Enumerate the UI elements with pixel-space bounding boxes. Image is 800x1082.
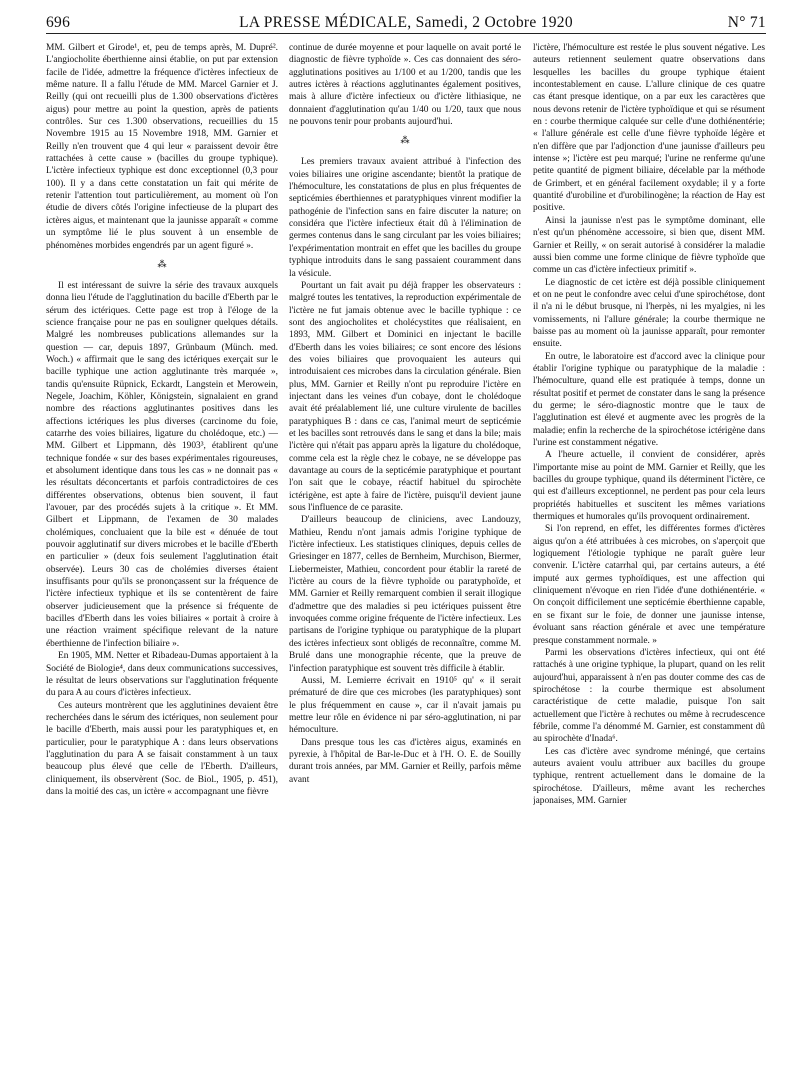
paragraph: En 1905, MM. Netter et Ribadeau-Dumas apportaient à la Société de Biologie⁴, dans deux communications successives, le résultat de leurs observations sur l'agglutination fréquente du para A au cours d'ictères infectieux. [46, 651, 278, 699]
paragraph: D'ailleurs beaucoup de cliniciens, avec Landouzy, Mathieu, Rendu n'ont jamais admis l'origine typhique de l'ictère infectieux. Les statistiques cliniques, depuis celles de Griesinger en 1877, celles de Bernheim, Murchison, Biermer, Liebermeister, Mathieu, concordent pour établir la rareté de l'ictère au cours de la fièvre typhoïde ou paratyphoïde, et MM. Garnier et Reilly remarquent combien il serait illogique d'admettre que des maladies si peu ictériques puissent être invoquées comme origine fréquente de l'ictère infectieux. Les partisans de l'origine typhique ou paratyphique de la plupart des ictères infectieux sont obligés de reconnaître, comme M. Brulé dans une monographie récente, que la preuve de l'infection paratyphique est souvent très difficile à établir. [289, 515, 521, 674]
paragraph: Si l'on reprend, en effet, les différentes formes d'ictères aigus qu'on a été attribuées à ces microbes, on s'aperçoit que logiquement l'étiologie typhique ne paraît guère leur convenir. L'ictère catarrhal qui, par certains auteurs, a été imputé aux germes typhoïdiques, est une affection qui cliniquement n'évoque en rien l'idée d'une dothiénentérie. « On conçoit difficilement une septicémie éberthienne capable, en se fixant sur le foie, de donner une jaunisse intense, évoluant sans réaction générale et avec une température presque constamment normale. » [533, 524, 765, 646]
paragraph: Pourtant un fait avait pu déjà frapper les observateurs : malgré toutes les tentatives, la reproduction expérimentale de l'ictère ne fut jamais obtenue avec le bacille typhique : ce sont des angiocholites et cholécystites que réalisaient, en 1893, MM. Gilbert et Dominici en injectant le bacille d'Eberth dans les voies biliaires; ce sont encore des lésions des voies biliaires que provoquaient les auteurs qui introduisaient ces microbes dans la circulation générale. Bien plus, MM. Garnier et Reilly n'ont pu reproduire l'ictère en injectant dans les veines d'un cobaye, dont le cholédoque avait été préalablement lié, une culture virulente de bacilles paratyphiques B : dans ce cas, l'animal meurt de septicémie et les bacilles sont retrouvés dans le sang et dans la bile; mais l'ictère qui n'était pas apparu après la ligature du cholédoque, comme cela est la règle chez le cobaye, ne se développe pas davantage au cours de la septicémie paratyphique et pourtant l'on sait que le cobaye, réactif habituel du spirochète ictérigène, est apte à faire de l'ictère, puisqu'il devient jaune sous l'influence de ce parasite. [289, 280, 521, 514]
paragraph: A l'heure actuelle, il convient de considérer, après l'importante mise au point de MM. Garnier et Reilly, que les bacilles du groupe typhique, quand ils déterminent l'ictère, ce qui est d'ailleurs exceptionnel, ne perdent pas pour cela leurs propriétés habituelles et suscitent les mêmes variations thermiques et humorales qu'ils provoquent ordinairement. [533, 450, 765, 523]
paragraph: Le diagnostic de cet ictère est déjà possible cliniquement et on ne peut le confondre avec celui d'une spirochétose, dont il n'a ni le début brusque, ni l'herpès, ni les myalgies, ni les vomissements, ni l'allure générale; la courbe thermique ne baisse pas au moment où la jaunisse apparaît, pour remonter ensuite. [533, 277, 765, 350]
issue-number: N° 71 [727, 14, 766, 31]
section-separator: ⁂ [400, 135, 410, 146]
paragraph: continue de durée moyenne et pour laquelle on avait porté le diagnostic de fièvre typhoïde ». Ces cas donnaient des séro-agglutinations positives au 1/100 et au 1/200, tandis que les autres ictères à réactions agglutinantes également positives, mais à allure d'ictère infectieux ou d'ictère lithiasique, ne donnaient d'agglutination qu'au 1/40 ou 1/20, taux que nous ne pouvons tenir pour probants aujourd'hui. [289, 43, 521, 128]
paragraph: Les premiers travaux avaient attribué à l'infection des voies biliaires une origine ascendante; bientôt la pratique de l'hémoculture, les constatations de plus en plus fréquentes de septicémies éberthiennes et paratyphiques vinrent modifier la pathogénie de l'infection sans en faire discuter la nature; on considéra que l'ictère infectieux était dû à l'élimination de germes contenus dans le sang circulant par les voies biliaires; l'expérimentation montrait en effet que les bacilles du groupe typhique introduits dans le sang passaient couramment dans la vésicule. [289, 157, 521, 279]
page-number: 696 [46, 14, 71, 31]
header-rule [46, 33, 766, 34]
column-1 [46, 42, 278, 1076]
paragraph: MM. Gilbert et Girode¹, et, peu de temps après, M. Dupré². L'angiocholite éberthienne ainsi établie, on put par extension facile de l'idée, admettre la fréquence d'ictères infectieux de même nature. Il a fallu l'étude de MM. Marcel Garnier et J. Reilly (qui ont recueilli plus de 1.300 observations d'ictères aigus) pour mettre au point la question, après de patients contrôles. Sur ces 1.300 observations, recueillies du 15 Novembre 1915 au 15 Novembre 1918, MM. Garnier et Reilly n'en trouvent que 4 qui leur « paraissent devoir être rattachées à cette cause » (bacilles du groupe typhique). L'ictère infectieux typhique est donc exceptionnel (0,3 pour 100). Il y a dans cette constatation un fait qui mérite de retenir l'attention tout particulièrement, au moment où l'on étudie de divers côtés l'origine infectieuse de la plupart des ictères aigus, et maintenant que la jaunisse apparaît « comme un symptôme lié le plus souvent à un ensemble de phénomènes morbides engendrés par un agent figuré ». [46, 43, 278, 251]
paragraph: Dans presque tous les cas d'ictères aigus, examinés en pyrexie, à l'hôpital de Bar-le-Duc et à l'H. O. E. de Souilly durant trois années, par MM. Garnier et Reilly, parfois même avant [289, 737, 521, 785]
paragraph: Il est intéressant de suivre la série des travaux auxquels donna lieu l'étude de l'agglutination du bacille d'Eberth par le sérum des ictériques. Cette page est trop à l'éloge de la science française pour ne pas en souligner quelques détails. Malgré les nombreuses publications allemandes sur la question — car, depuis 1897, Grünbaum (Münch. med. Woch.) « affirmait que le sang des ictériques exerçait sur le bacille typhique une action agglutinante très marquée », tandis qu'ensuite Rüpnick, Eckardt, Langstein et Merowein, Negele, Joachim, Köhler, Königstein, signalaient en grand nombre des réactions agglutinantes positives dans les affections ictériques les plus diverses (carcinome du foie, catarrhe des voies biliaires, ligature du cholédoque, etc.) — MM. Gilbert et Lippmann, dès 1903³, établirent qu'une technique fondée « sur des bases expérimentales rigoureuses, et absolument identique dans tous les cas » ne donnait pas « les résultats déconcertants et parfois contradictoires de ces différentes observations, obtenus bien souvent, il faut l'avouer, par des procédés sujets à la critique ». Et MM. Gilbert et Lippmann, de l'examen de 30 malades cholémiques, concluaient que la bile est « dénuée de tout pouvoir agglutinatif sur divers microbes et le bacille d'Eberth en particulier » (deux fois seulement l'agglutination était observée). Leurs 30 cas de cholémies diverses étaient insuffisants pour qu'ils se prononçassent sur la fréquence de l'ictère infectieux typhique et ils se contentèrent de faire observer judicieusement que la présence si fréquente de bacilles d'Eberth dans les voies biliaires « portait à croire à une réaction vraiment spécifique relevant de la nature éberthienne de l'infection biliaire ». [46, 280, 278, 649]
journal-title: LA PRESSE MÉDICALE, Samedi, 2 Octobre 1920 [239, 14, 573, 31]
paragraph: Aussi, M. Lemierre écrivait en 1910⁵ qu' « il serait prématuré de dire que ces microbes (les paratyphiques) sont le plus fréquemment en cause », car il n'avait jamais pu mettre leur rôle en évidence ni par séro-agglutination, ni par hémoculture. [289, 675, 521, 736]
section-separator: ⁂ [157, 258, 167, 269]
column-2 [289, 42, 521, 1076]
paragraph: Parmi les observations d'ictères infectieux, qui ont été rattachés à une origine typhique, la plupart, quand on les relit aujourd'hui, apparaissent à n'en pas douter comme des cas de spirochétose : la courbe thermique est absolument caractéristique de cette maladie, puisque l'on sait actuellement que l'ictère à rechutes ou même à recrudescence fébrile, comme l'a dénommé M. Garnier, est constamment dû au spirochète d'Inada⁶. [533, 647, 765, 745]
paragraph: Ces auteurs montrèrent que les agglutinines devaient être recherchées dans le sérum des ictériques, non seulement pour le bacille d'Eberth, mais aussi pour les paratyphiques et, en particulier, pour le paratyphique A : dans leurs observations l'agglutination du para A se faisait constamment à un taux beaucoup plus élevé que celle de l'Eberth. D'ailleurs, cliniquement, ils observèrent (Soc. de Biol., 1905, p. 451), dans la moitié des cas, un ictère « accompagnant une fièvre [46, 700, 278, 797]
column-3 [533, 42, 765, 1076]
paragraph: Les cas d'ictère avec syndrome méningé, que certains auteurs avaient voulu attribuer aux bacilles du groupe typhique, rentrent actuellement dans le domaine de la spirochétose. D'ailleurs, même avant les recherches japonaises, MM. Garnier [533, 746, 765, 806]
paragraph: Ainsi la jaunisse n'est pas le symptôme dominant, elle n'est qu'un phénomène accessoire, si bien que, disent MM. Garnier et Reilly, « on serait autorisé à considérer la maladie aussi bien comme une forme clinique de fièvre typhoïde que comme un cas d'ictère infectieux primitif ». [533, 215, 765, 276]
paragraph: En outre, le laboratoire est d'accord avec la clinique pour établir l'origine typhique ou paratyphique de la maladie : l'hémoculture, quand elle est pratiquée à temps, donne un résultat positif et permet de constater dans le sang la présence du germe; le séro-diagnostic montre que le taux de l'agglutination est élevé et augmente avec les progrès de la maladie; enfin la recherche de la spirochétose ictérigène dans l'urine est constamment négative. [533, 351, 765, 448]
paragraph: l'ictère, l'hémoculture est restée le plus souvent négative. Les auteurs retiennent seulement quatre observations dans lesquelles les bacilles du groupe typhique étaient incontestablement en cause. L'allure clinique de ces quatre cas étant presque identique, on a par eux les caractères que nous devons retenir de l'ictère typhoïdique et qui se résument en : courbe thermique calquée sur celle d'une dothiénentérie; « l'allure générale est celle d'une fièvre typhoïde légère et n'en diffère que par l'adjonction d'une jaunisse d'ailleurs peu intense »; l'ictère est peu marqué; l'urine ne renferme qu'une petite quantité de pigment biliaire, décelable par la méthode de Grimbert, et en général facilement oxydable; il y a forte quantité d'urobiline et d'urobilinogène; la réaction de Hay est positive. [533, 43, 765, 214]
